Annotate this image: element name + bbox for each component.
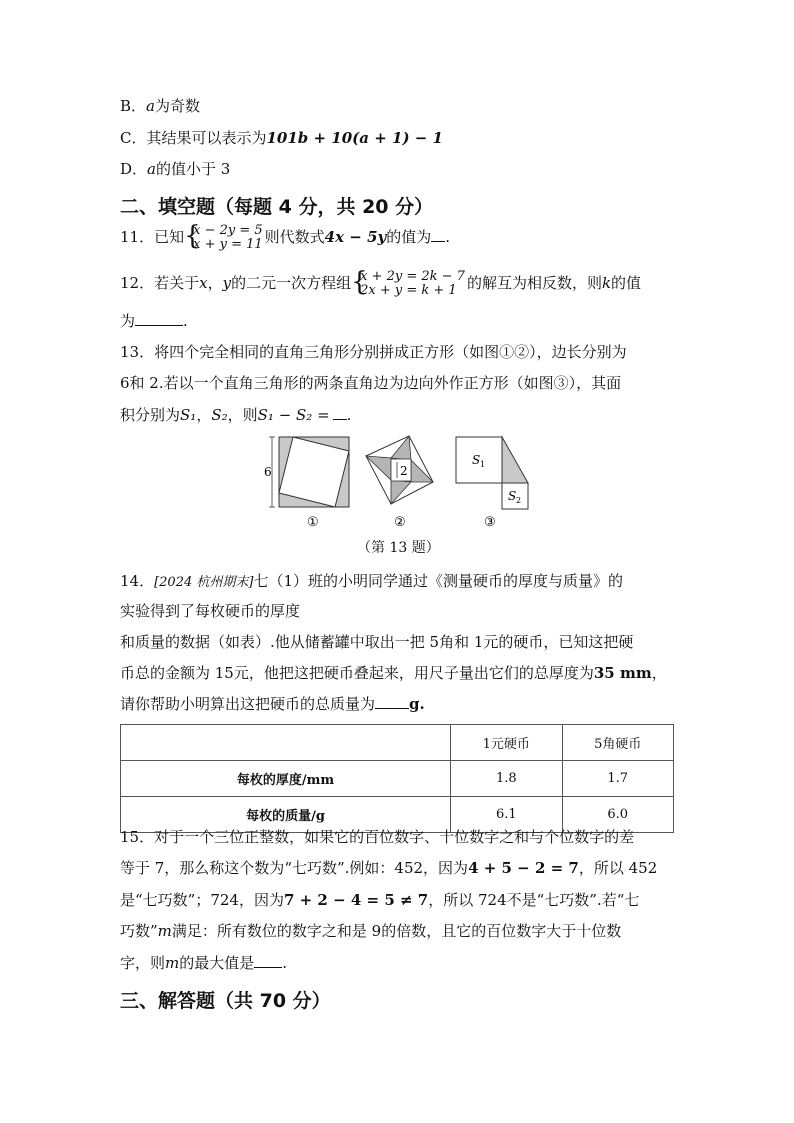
question-text: 则代数式 xyxy=(264,228,325,246)
option-label: C． xyxy=(120,129,147,147)
question-15-line2 xyxy=(120,858,657,878)
question-13 xyxy=(120,342,627,362)
table-cell: 每枚的质量/g xyxy=(121,797,451,833)
question-15-line4 xyxy=(120,921,621,941)
question-12 xyxy=(120,267,642,298)
math-var: a xyxy=(146,97,155,115)
question-text: 的最大值是 xyxy=(179,954,255,972)
answer-blank[interactable] xyxy=(431,227,445,242)
question-number: 12． xyxy=(120,274,155,292)
table-header: 1元硬币 xyxy=(451,725,562,761)
option-text: 为奇数 xyxy=(154,97,200,115)
punct: ， xyxy=(196,406,212,424)
math-var: m xyxy=(157,922,172,940)
question-14 xyxy=(120,571,623,593)
math-var: k xyxy=(601,274,612,292)
q13-figure xyxy=(258,432,548,532)
math-expr: S₁ − S₂ = xyxy=(257,406,330,424)
answer-blank[interactable] xyxy=(135,311,183,326)
math-var: y xyxy=(222,274,232,292)
question-text: 积分别为 xyxy=(120,406,181,424)
punct: ， xyxy=(651,664,667,682)
figure-label-3: ③ xyxy=(484,515,496,530)
math-expr: 4x − 5y xyxy=(324,228,387,246)
brace-icon: { xyxy=(184,221,201,251)
figure-label-2: ② xyxy=(394,515,406,530)
question-text: 等于 7，那么称这个数为“七巧数”.例如：452，因为 xyxy=(120,859,469,877)
option-c xyxy=(120,128,443,148)
option-b xyxy=(120,96,200,116)
section-2-heading: 二、填空题（每题 4 分，共 20 分） xyxy=(120,196,434,218)
question-13-line3 xyxy=(120,405,351,425)
equation-system xyxy=(184,221,263,252)
question-text: 的值 xyxy=(611,274,642,292)
option-d xyxy=(120,159,230,179)
option-label: D． xyxy=(120,160,148,178)
question-text: 若关于 xyxy=(154,274,200,292)
question-15-line3 xyxy=(120,890,639,910)
question-15-line5 xyxy=(120,953,287,973)
figure-1 xyxy=(264,437,349,530)
figure-2 xyxy=(366,436,433,530)
question-text: ，则 xyxy=(227,406,258,424)
table-header xyxy=(121,725,451,761)
math-expr: 101b + 10(a + 1) − 1 xyxy=(266,129,443,147)
equation: x + 2y = 2k − 7 xyxy=(360,269,465,284)
equation: x − 2y = 5 xyxy=(193,223,263,238)
question-number: 13． xyxy=(120,343,155,361)
question-text: 满足：所有数位的数字之和是 9的倍数，且它的百位数字大于十位数 xyxy=(171,922,622,940)
question-11 xyxy=(120,221,451,252)
question-14-line4 xyxy=(120,663,667,683)
equation: 2x + y = k + 1 xyxy=(360,283,457,298)
table-header-row xyxy=(121,725,674,761)
question-12-line2 xyxy=(120,311,188,331)
question-text: 的值为 xyxy=(386,228,432,246)
table-cell: 1.8 xyxy=(451,761,562,797)
question-14-line5 xyxy=(120,694,425,714)
label-s2: S xyxy=(508,489,517,503)
punct: . xyxy=(282,954,288,972)
question-text: 的二元一次方程组 xyxy=(231,274,352,292)
math-var: S₁ xyxy=(180,406,197,424)
question-text: ，所以 452 xyxy=(578,859,658,877)
side-label-2: 2 xyxy=(400,464,408,478)
figure-caption: （第 13 题） xyxy=(357,540,440,556)
table-cell: 每枚的厚度/mm xyxy=(121,761,451,797)
option-text: 其结果可以表示为 xyxy=(146,129,267,147)
question-text: ，所以 724不是“七巧数”.若“七 xyxy=(428,891,640,909)
label-s2-sub: 2 xyxy=(516,496,522,505)
question-14-line2: 实验得到了每枚硬币的厚度 xyxy=(120,602,301,620)
equation: x + y = 11 xyxy=(193,237,263,252)
question-number: 15． xyxy=(120,828,155,846)
question-15 xyxy=(120,827,634,847)
question-13-line2: 6和 2.若以一个直角三角形的两条直角边为边向外作正方形（如图③），其面 xyxy=(120,374,622,392)
table-header: 5角硬币 xyxy=(562,725,673,761)
question-text: 为 xyxy=(120,312,136,330)
question-text: 是“七巧数”；724，因为 xyxy=(120,891,284,909)
math-expr: 4 + 5 − 2 = 7 xyxy=(468,859,579,877)
equation-system xyxy=(351,267,465,298)
label-s1: S xyxy=(472,453,481,467)
answer-blank[interactable] xyxy=(254,953,282,968)
brace-icon: { xyxy=(351,267,368,297)
answer-blank[interactable] xyxy=(375,694,409,709)
question-text: 已知 xyxy=(154,228,185,246)
question-14-line3: 和质量的数据（如表）.他从储蓄罐中取出一把 5角和 1元的硬币，已知这把硬 xyxy=(120,633,634,651)
coin-data-table xyxy=(120,724,674,833)
option-label: B． xyxy=(120,97,147,115)
punct: ， xyxy=(207,274,223,292)
question-text: 的解互为相反数，则 xyxy=(466,274,602,292)
question-text: 币总的金额为 15元，他把这把硬币叠起来，用尺子量出它们的总厚度为 xyxy=(120,664,594,682)
question-text: 对于一个三位正整数，如果它的百位数字、十位数字之和与个位数字的差 xyxy=(154,828,635,846)
table-cell: 6.0 xyxy=(562,797,673,833)
figure-3 xyxy=(456,437,528,530)
question-text: 将四个完全相同的直角三角形分别拼成正方形（如图①②），边长分别为 xyxy=(154,343,627,361)
question-number: 14． xyxy=(120,572,155,590)
math-expr: 35 mm xyxy=(593,664,652,682)
table-cell: 6.1 xyxy=(451,797,562,833)
question-text: 巧数” xyxy=(120,922,158,940)
math-expr: 7 + 2 − 4 = 5 ≠ 7 xyxy=(283,891,429,909)
figure-label-1: ① xyxy=(307,515,319,530)
unit: g. xyxy=(409,695,425,713)
option-text: 的值小于 3 xyxy=(155,160,231,178)
table-cell: 1.7 xyxy=(562,761,673,797)
question-text: 七（1）班的小明同学通过《测量硬币的厚度与质量》的 xyxy=(253,572,624,590)
label-s1-sub: 1 xyxy=(480,460,486,469)
question-number: 11． xyxy=(120,228,155,246)
punct: . xyxy=(445,228,451,246)
side-label-6: 6 xyxy=(264,465,272,479)
question-text: 请你帮助小明算出这把硬币的总质量为 xyxy=(120,695,376,713)
math-var: x xyxy=(199,274,208,292)
punct: . xyxy=(346,406,352,424)
punct: . xyxy=(183,312,188,330)
section-3-heading: 三、解答题（共 70 分） xyxy=(120,990,331,1012)
right-triangle xyxy=(502,437,528,483)
question-text: 字，则 xyxy=(120,954,166,972)
math-var: a xyxy=(147,160,156,178)
answer-blank[interactable] xyxy=(333,405,347,420)
math-var: S₂ xyxy=(211,406,228,424)
source-tag: [2024 杭州期末] xyxy=(154,575,254,590)
table-row xyxy=(121,761,674,797)
math-var: m xyxy=(165,954,180,972)
